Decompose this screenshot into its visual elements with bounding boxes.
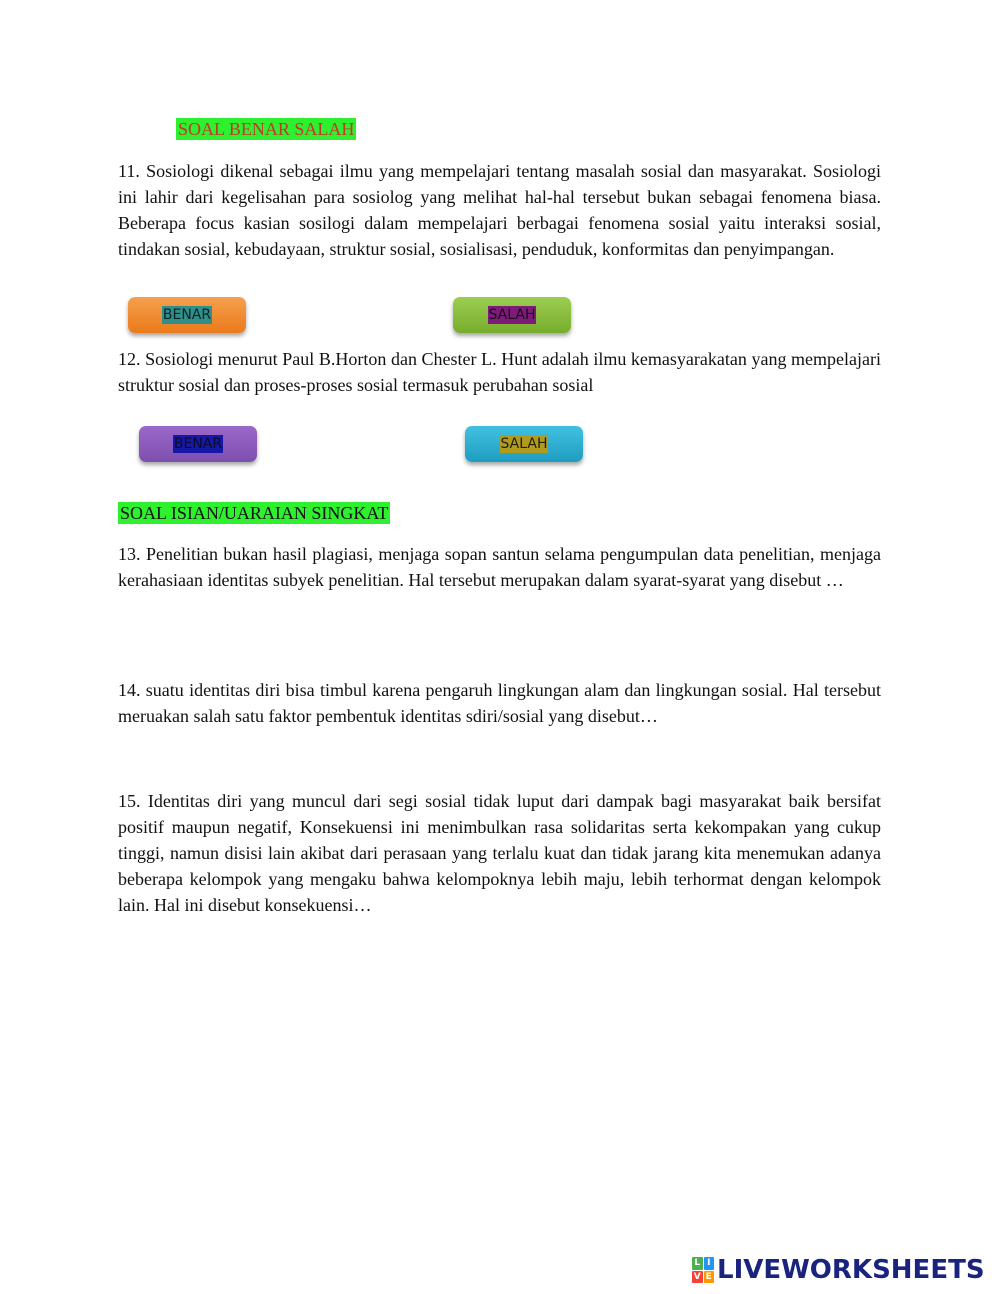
question-14-text: 14. suatu identitas diri bisa timbul karena pengaruh lingkungan alam dan lingkungan sosial. Hal tersebut meruakan salah satu faktor pembentuk identitas sdiri/sosial yang disebut…	[118, 680, 881, 726]
question-13-text: 13. Penelitian bukan hasil plagiasi, menjaga sopan santun selama pengumpulan data penelitian, menjaga kerahasiaan identitas subyek penelitian. Hal tersebut merupakan dalam syarat-syarat yang disebut …	[118, 544, 881, 590]
q11-true-button[interactable]	[128, 297, 246, 333]
q12-false-label: SALAH	[500, 436, 548, 452]
question-11-text: 11. Sosiologi dikenal sebagai ilmu yang mempelajari tentang masalah sosial dan masyarakat. Sosiologi ini lahir dari kegelisahan para sosiolog yang melihat hal-hal tersebut bukan sebagai fenomena biasa. Beberapa focus kasian sosilogi dalam mempelajari berbagai fenomena sosial yaitu interaksi sosial, tindakan sosial, kebudayaan, struktur sosial, sosialisasi, penduduk, konformitas dan penyimpangan.	[118, 161, 881, 259]
section-title-short-answer: SOAL ISIAN/UARAIAN SINGKAT	[120, 503, 389, 523]
logo-text: LIVEWORKSHEETS	[717, 1255, 985, 1285]
q11-false-button[interactable]	[453, 297, 571, 333]
liveworksheets-logo	[692, 1255, 985, 1285]
q12-true-button[interactable]	[139, 426, 257, 462]
liveworksheets-logo-icon: L I V E	[692, 1257, 714, 1283]
question-12-text: 12. Sosiologi menurut Paul B.Horton dan Chester L. Hunt adalah ilmu kemasyarakatan yang mempelajari struktur sosial dan proses-proses sosial termasuk perubahan sosial	[118, 349, 881, 395]
q12-false-button[interactable]	[465, 426, 583, 462]
q11-true-label: BENAR	[162, 307, 212, 323]
section-title-true-false: SOAL BENAR SALAH	[178, 119, 355, 139]
q11-false-label: SALAH	[488, 307, 536, 323]
question-15-text: 15. Identitas diri yang muncul dari segi sosial tidak luput dari dampak bagi masyarakat baik bersifat positif maupun negatif, Konsekuensi ini menimbulkan rasa solidaritas serta kekompakan yang cukup tinggi, namun disisi lain akibat dari perasaan yang terlalu kuat dan tidak jarang kita menemukan adanya beberapa kelompok yang mengaku bahwa kelompoknya lebih maju, lebih terhormat dengan kelompok lain. Hal ini disebut konsekuensi…	[118, 791, 881, 915]
q12-true-label: BENAR	[173, 436, 223, 452]
